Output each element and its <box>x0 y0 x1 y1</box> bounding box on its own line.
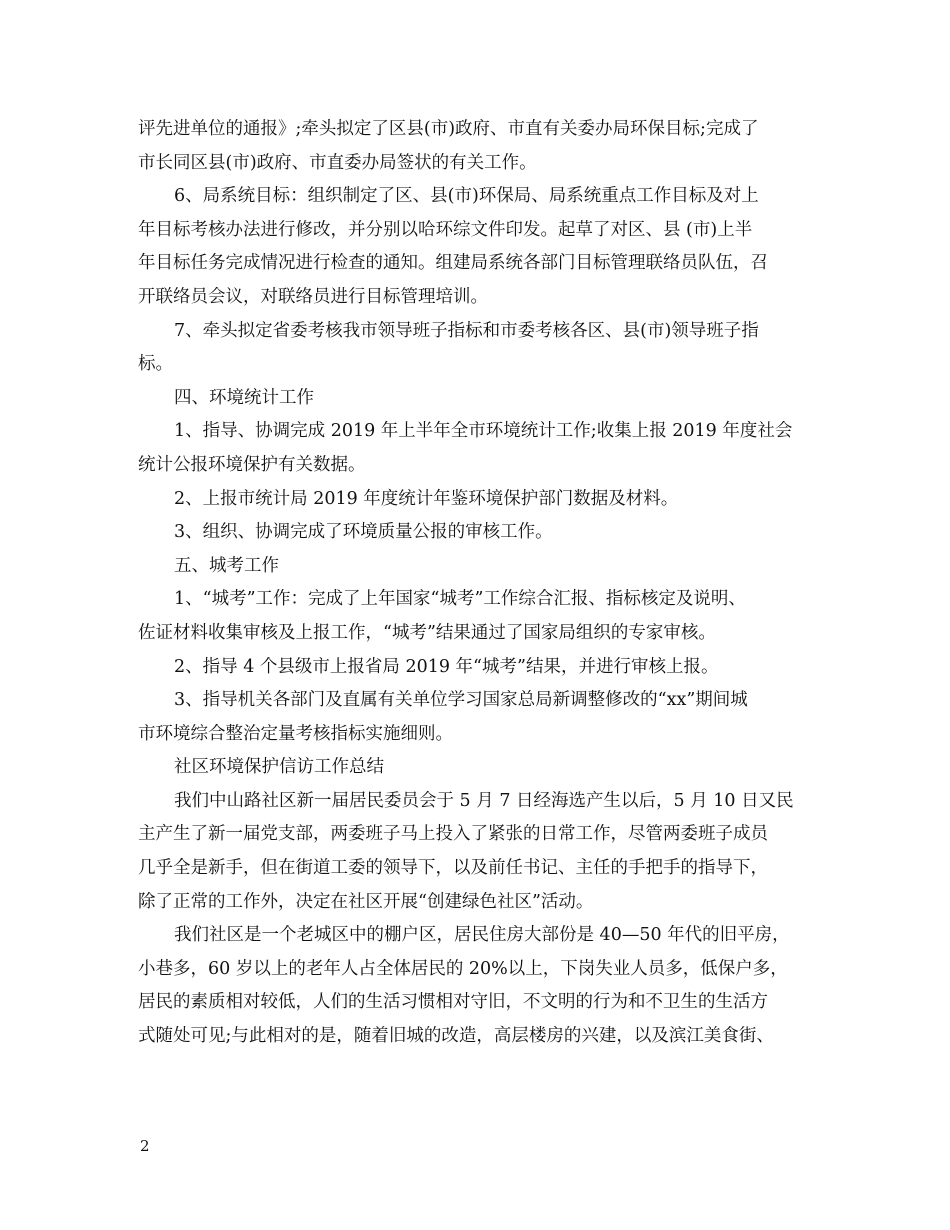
text-line: 我们中山路社区新一届居民委员会于 5 月 7 日经海选产生以后，5 月 10 日又民 <box>174 790 794 811</box>
text-line: 式随处可见;与此相对的是，随着旧城的改造，高层楼房的兴建，以及滨江美食街、 <box>138 1026 774 1047</box>
text-line: 7、牵头拟定省委考核我市领导班子指标和市委考核各区、县(市)领导班子指 <box>174 320 759 341</box>
text-line: 年目标任务完成情况进行检查的通知。组建局系统各部门目标管理联络员队伍，召 <box>138 253 768 274</box>
text-line: 居民的素质相对较低，人们的生活习惯相对守旧，不文明的行为和不卫生的生活方 <box>138 992 768 1013</box>
page-number: 2 <box>140 1137 150 1155</box>
text-line: 2、上报市统计局 2019 年度统计年鉴环境保护部门数据及材料。 <box>174 488 679 509</box>
text-line: 1、指导、协调完成 2019 年上半年全市环境统计工作;收集上报 2019 年度社会 <box>174 421 793 442</box>
text-line: 评先进单位的通报》;牵头拟定了区县(市)政府、市直有关委办局环保目标;完成了 <box>138 119 759 139</box>
text-line: 1、“城考”工作：完成了上年国家“城考”工作综合汇报、指标核定及说明、 <box>174 589 746 610</box>
text-line: 除了正常的工作外，决定在社区开展“创建绿色社区”活动。 <box>138 891 594 912</box>
text-line: 6、局系统目标：组织制定了区、县(市)环保局、局系统重点工作目标及对上 <box>174 186 759 207</box>
text-line: 3、组织、协调完成了环境质量公报的审核工作。 <box>174 522 553 543</box>
text-line: 小巷多，60 岁以上的老年人占全体居民的 20%以上，下岗失业人员多，低保户多， <box>138 958 788 979</box>
section-heading: 五、城考工作 <box>174 555 279 576</box>
text-line: 几乎全是新手，但在街道工委的领导下，以及前任书记、主任的手把手的指导下， <box>138 858 768 879</box>
text-line: 主产生了新一届党支部，两委班子马上投入了紧张的日常工作，尽管两委班子成员 <box>138 824 768 845</box>
text-line: 市环境综合整治定量考核指标实施细则。 <box>138 723 453 744</box>
text-line: 开联络员会议，对联络员进行目标管理培训。 <box>138 286 488 307</box>
text-line: 市长同区县(市)政府、市直委办局签状的有关工作。 <box>138 152 537 173</box>
text-line: 我们社区是一个老城区中的棚户区，居民住房大部份是 40—50 年代的旧平房， <box>174 925 790 946</box>
text-line: 年目标考核办法进行修改，并分别以哈环综文件印发。起草了对区、县 (市)上半 <box>138 219 753 240</box>
text-line: 标。 <box>138 354 173 375</box>
text-line: 3、指导机关各部门及直属有关单位学习国家总局新调整修改的“xx”期间城 <box>174 690 748 711</box>
section-heading: 四、环境统计工作 <box>174 387 314 408</box>
text-line: 佐证材料收集审核及上报工作，“城考”结果通过了国家局组织的专家审核。 <box>138 622 716 643</box>
text-line: 2、指导 4 个县级市上报省局 2019 年“城考”结果，并进行审核上报。 <box>174 656 719 677</box>
section-title: 社区环境保护信访工作总结 <box>174 757 384 778</box>
text-line: 统计公报环境保护有关数据。 <box>138 454 366 475</box>
document-body <box>138 113 818 1054</box>
